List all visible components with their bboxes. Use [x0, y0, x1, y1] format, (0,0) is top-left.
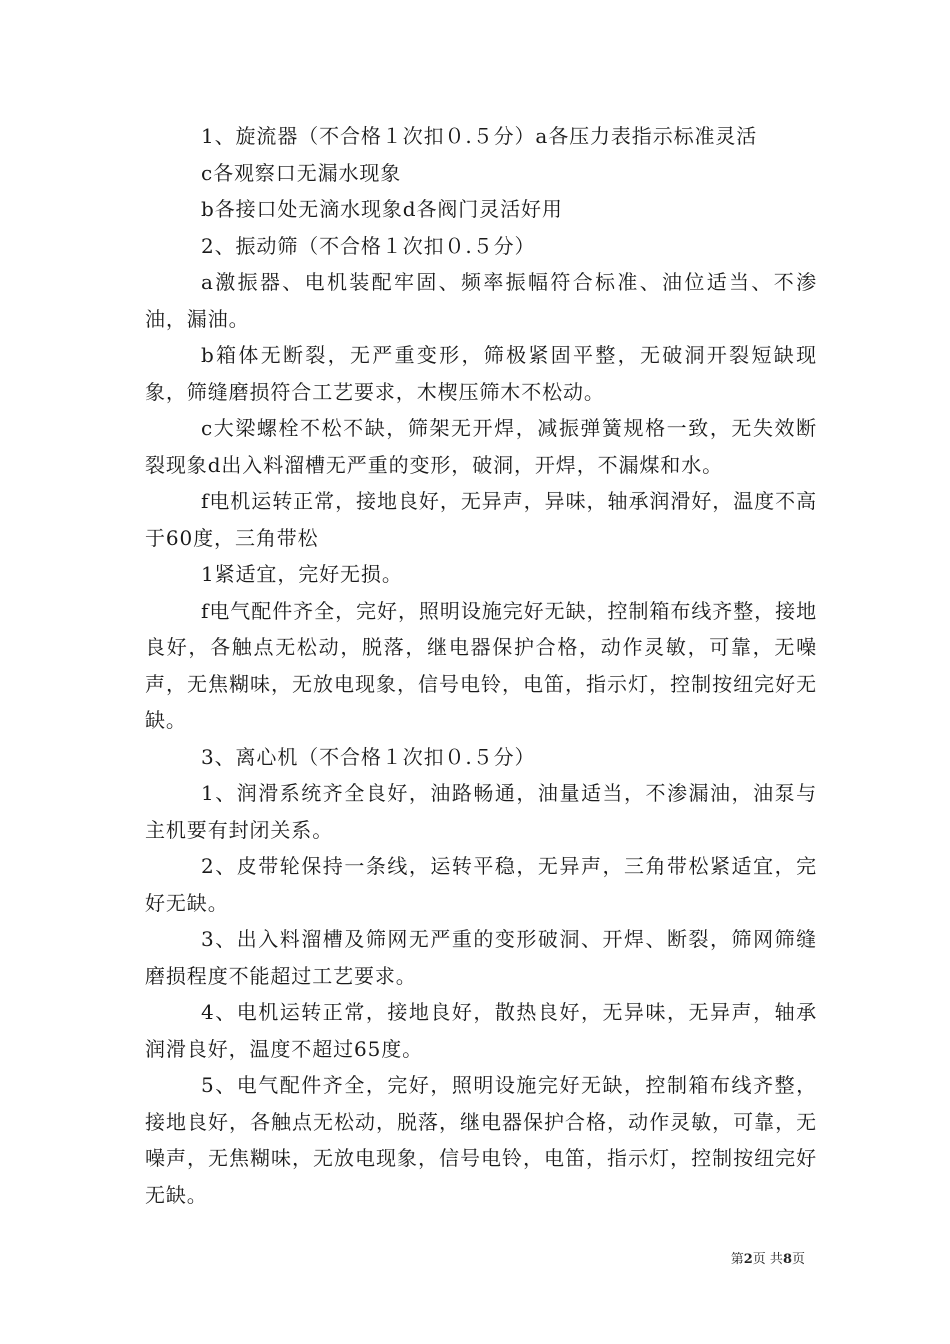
paragraph: c大梁螺栓不松不缺，筛架无开焊，减振弹簧规格一致，无失效断裂现象d出入料溜槽无严重的变形，破洞，开焊，不漏煤和水。	[145, 416, 817, 477]
paragraph: 3、出入料溜槽及筛网无严重的变形破洞、开焊、断裂，筛网筛缝磨损程度不能超过工艺要求。	[145, 927, 817, 988]
document-body	[145, 118, 817, 1213]
paragraph: 1、旋流器（不合格１次扣０.５分）a各压力表指示标准灵活	[201, 124, 758, 148]
paragraph: c各观察口无漏水现象	[201, 160, 402, 185]
paragraph: 3、离心机（不合格１次扣０.５分）	[201, 744, 536, 769]
paragraph: 2、皮带轮保持一条线，运转平稳，无异声，三角带松紧适宜，完好无缺。	[145, 854, 817, 915]
paragraph: 1紧适宜，完好无损。	[201, 562, 403, 586]
paragraph: f电气配件齐全，完好，照明设施完好无缺，控制箱布线齐整，接地良好，各触点无松动，脱落，继电器保护合格，动作灵敏，可靠，无噪声，无焦糊味，无放电现象，信号电铃，电笛，指示灯，控制按纽完好无缺。	[145, 598, 817, 732]
paragraph: b箱体无断裂，无严重变形，筛极紧固平整，无破洞开裂短缺现象，筛缝磨损符合工艺要求，木楔压筛木不松动。	[145, 343, 817, 404]
paragraph: f电机运转正常，接地良好，无异声，异味，轴承润滑好，温度不高于60度，三角带松	[145, 489, 817, 550]
paragraph: a激振器、电机装配牢固、频率振幅符合标准、油位适当、不渗油，漏油。	[145, 270, 817, 331]
paragraph: b各接口处无滴水现象d各阀门灵活好用	[201, 197, 563, 221]
footer-suffix: 页	[791, 1252, 805, 1267]
footer-prefix: 第	[730, 1252, 744, 1267]
current-page-number: 2	[743, 1252, 753, 1267]
paragraph: 4、电机运转正常，接地良好，散热良好，无异味，无异声，轴承润滑良好，温度不超过65度。	[145, 1000, 817, 1061]
total-page-number: 8	[782, 1252, 792, 1267]
paragraph: 1、润滑系统齐全良好，油路畅通，油量适当，不渗漏油，油泵与主机要有封闭关系。	[145, 781, 817, 842]
footer-middle: 页 共	[752, 1252, 783, 1267]
paragraph: 2、振动筛（不合格１次扣０.５分）	[201, 233, 536, 258]
page-number-footer	[731, 1248, 805, 1267]
paragraph: 5、电气配件齐全，完好，照明设施完好无缺，控制箱布线齐整，接地良好，各触点无松动，脱落，继电器保护合格，动作灵敏，可靠，无噪声，无焦糊味，无放电现象，信号电铃，电笛，指示灯，控制按纽完好无缺。	[145, 1073, 817, 1207]
